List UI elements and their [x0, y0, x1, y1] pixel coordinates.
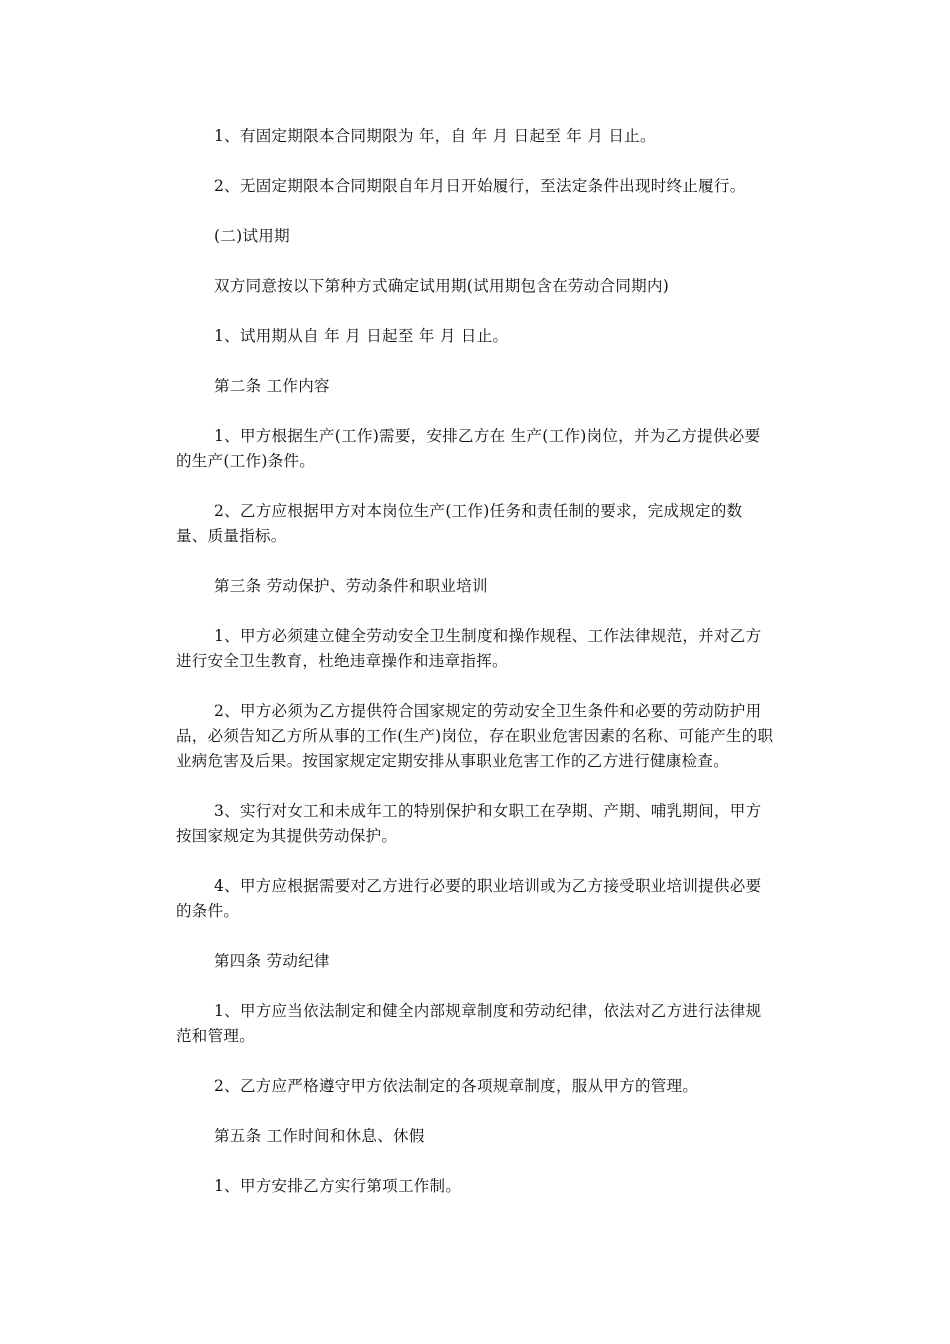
article-2-heading: 第二条 工作内容 [214, 377, 330, 395]
article-3-item-1: 1、甲方必须建立健全劳动安全卫生制度和操作规程、工作法律规范，并对乙方进行安全卫生教育，杜绝违章操作和违章指挥。 [176, 627, 762, 670]
clause-open-term: 2、无固定期限本合同期限自年月日开始履行，至法定条件出现时终止履行。 [214, 177, 746, 195]
article-3-item-3: 3、实行对女工和未成年工的特别保护和女职工在孕期、产期、哺乳期间，甲方按国家规定为其提供劳动保护。 [176, 802, 762, 845]
probation-intro: 双方同意按以下第种方式确定试用期(试用期包含在劳动合同期内) [214, 277, 670, 295]
article-3-item-4: 4、甲方应根据需要对乙方进行必要的职业培训或为乙方接受职业培训提供必要的条件。 [176, 877, 762, 920]
section-probation-heading: (二)试用期 [214, 227, 290, 245]
document-body [176, 124, 774, 1224]
article-5-heading: 第五条 工作时间和休息、休假 [214, 1127, 425, 1145]
probation-period: 1、试用期从自 年 月 日起至 年 月 日止。 [214, 327, 509, 345]
article-3-heading: 第三条 劳动保护、劳动条件和职业培训 [214, 577, 488, 595]
article-4-item-2: 2、乙方应严格遵守甲方依法制定的各项规章制度，服从甲方的管理。 [214, 1077, 699, 1095]
article-2-item-1: 1、甲方根据生产(工作)需要，安排乙方在 生产(工作)岗位，并为乙方提供必要的生产(工作)条件。 [176, 427, 761, 470]
article-4-heading: 第四条 劳动纪律 [214, 952, 330, 970]
clause-fixed-term: 1、有固定期限本合同期限为 年，自 年 月 日起至 年 月 日止。 [214, 127, 656, 145]
article-3-item-2: 2、甲方必须为乙方提供符合国家规定的劳动安全卫生条件和必要的劳动防护用品，必须告知乙方所从事的工作(生产)岗位，存在职业危害因素的名称、可能产生的职业病危害及后果。按国家规定定期安排从事职业危害工作的乙方进行健康检查。 [176, 702, 774, 770]
article-4-item-1: 1、甲方应当依法制定和健全内部规章制度和劳动纪律，依法对乙方进行法律规范和管理。 [176, 1002, 762, 1045]
article-2-item-2: 2、乙方应根据甲方对本岗位生产(工作)任务和责任制的要求，完成规定的数量、质量指标。 [176, 502, 743, 545]
article-5-item-1: 1、甲方安排乙方实行第项工作制。 [214, 1177, 462, 1195]
